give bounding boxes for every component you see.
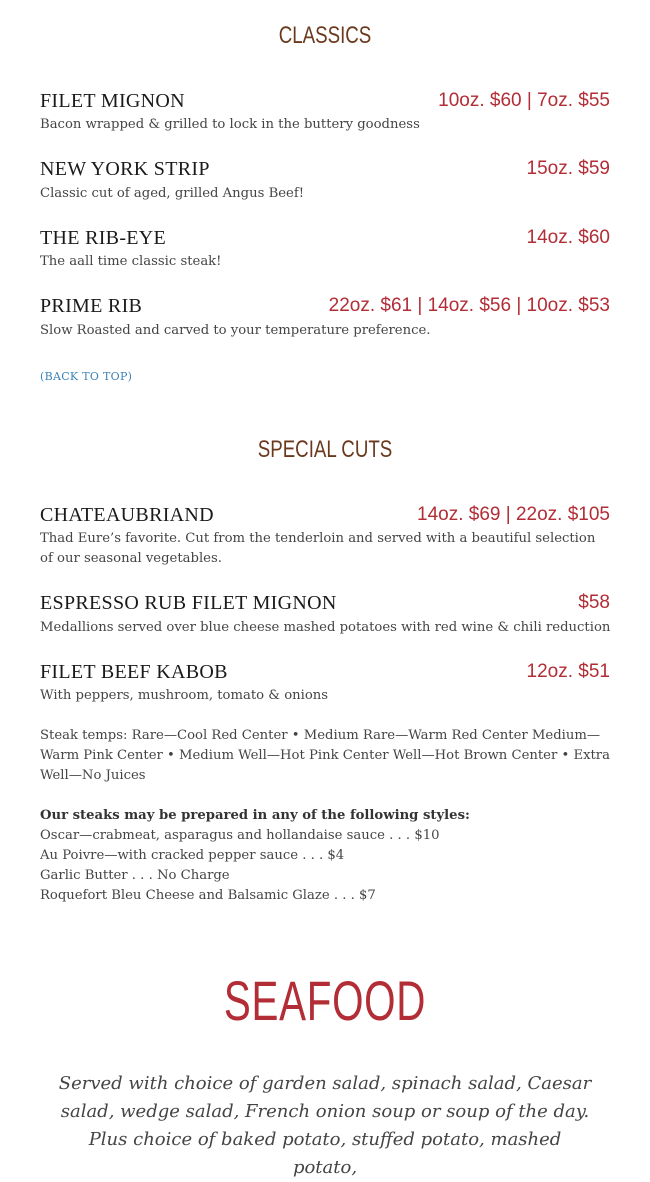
steak-styles-heading: Our steaks may be prepared in any of the following styles:	[40, 808, 470, 823]
classics-heading: CLASSICS	[278, 22, 372, 49]
menu-item-name: FILET MIGNON	[40, 90, 185, 112]
steak-styles-list	[40, 806, 615, 906]
steak-style-option: Au Poivre—with cracked pepper sauce . . . $4	[40, 848, 345, 863]
menu-item-price: 10oz. $60 | 7oz. $55	[438, 90, 610, 111]
menu-item-price: $58	[578, 592, 610, 613]
menu-item-price: 15oz. $59	[526, 158, 610, 179]
steak-style-option: Oscar—crabmeat, asparagus and hollandaise sauce . . . $10	[40, 828, 440, 843]
menu-item-price: 12oz. $51	[526, 661, 610, 682]
menu-item-price: 14oz. $69 | 22oz. $105	[417, 504, 610, 525]
menu-item-description: Classic cut of aged, grilled Angus Beef!	[40, 186, 305, 201]
steak-style-option: Roquefort Bleu Cheese and Balsamic Glaze . . . $7	[40, 888, 376, 903]
back-to-top-link[interactable]: (BACK TO TOP)	[40, 370, 133, 383]
menu-item-price: 14oz. $60	[526, 227, 610, 248]
special-cuts-heading: SPECIAL CUTS	[257, 436, 393, 463]
menu-item-description: Medallions served over blue cheese mashed potatoes with red wine & chili reduction	[40, 620, 611, 635]
menu-item-description: The aall time classic steak!	[40, 254, 222, 269]
menu-item-name: ESPRESSO RUB FILET MIGNON	[40, 592, 337, 614]
steak-style-option: Garlic Butter . . . No Charge	[40, 868, 230, 883]
seafood-heading: SEAFOOD	[223, 969, 427, 1032]
menu-item-name: PRIME RIB	[40, 295, 143, 317]
seafood-description: Served with choice of garden salad, spinach salad, Caesar salad, wedge salad, French onion soup or soup of the day. Plus choice of baked potato, stuffed potato, mashed potato,	[58, 1073, 592, 1178]
menu-item-description: Bacon wrapped & grilled to lock in the buttery goodness	[40, 117, 420, 132]
menu-item-name: FILET BEEF KABOB	[40, 661, 228, 683]
menu-item-description: With peppers, mushroom, tomato & onions	[40, 688, 329, 703]
menu-item-description: Slow Roasted and carved to your temperature preference.	[40, 323, 431, 338]
steak-temps-note: Steak temps: Rare—Cool Red Center • Medium Rare—Warm Red Center Medium—Warm Pink Center • Medium Well—Hot Pink Center Well—Hot Brown Center • Extra Well—No Juices	[40, 728, 610, 783]
menu-item-description: Thad Eure’s favorite. Cut from the tenderloin and served with a beautiful selection of our seasonal vegetables.	[40, 531, 596, 566]
menu-item-name: THE RIB-EYE	[40, 227, 167, 249]
menu-item-price: 22oz. $61 | 14oz. $56 | 10oz. $53	[328, 295, 610, 316]
menu-item-name: NEW YORK STRIP	[40, 158, 210, 180]
menu-item-name: CHATEAUBRIAND	[40, 504, 214, 526]
